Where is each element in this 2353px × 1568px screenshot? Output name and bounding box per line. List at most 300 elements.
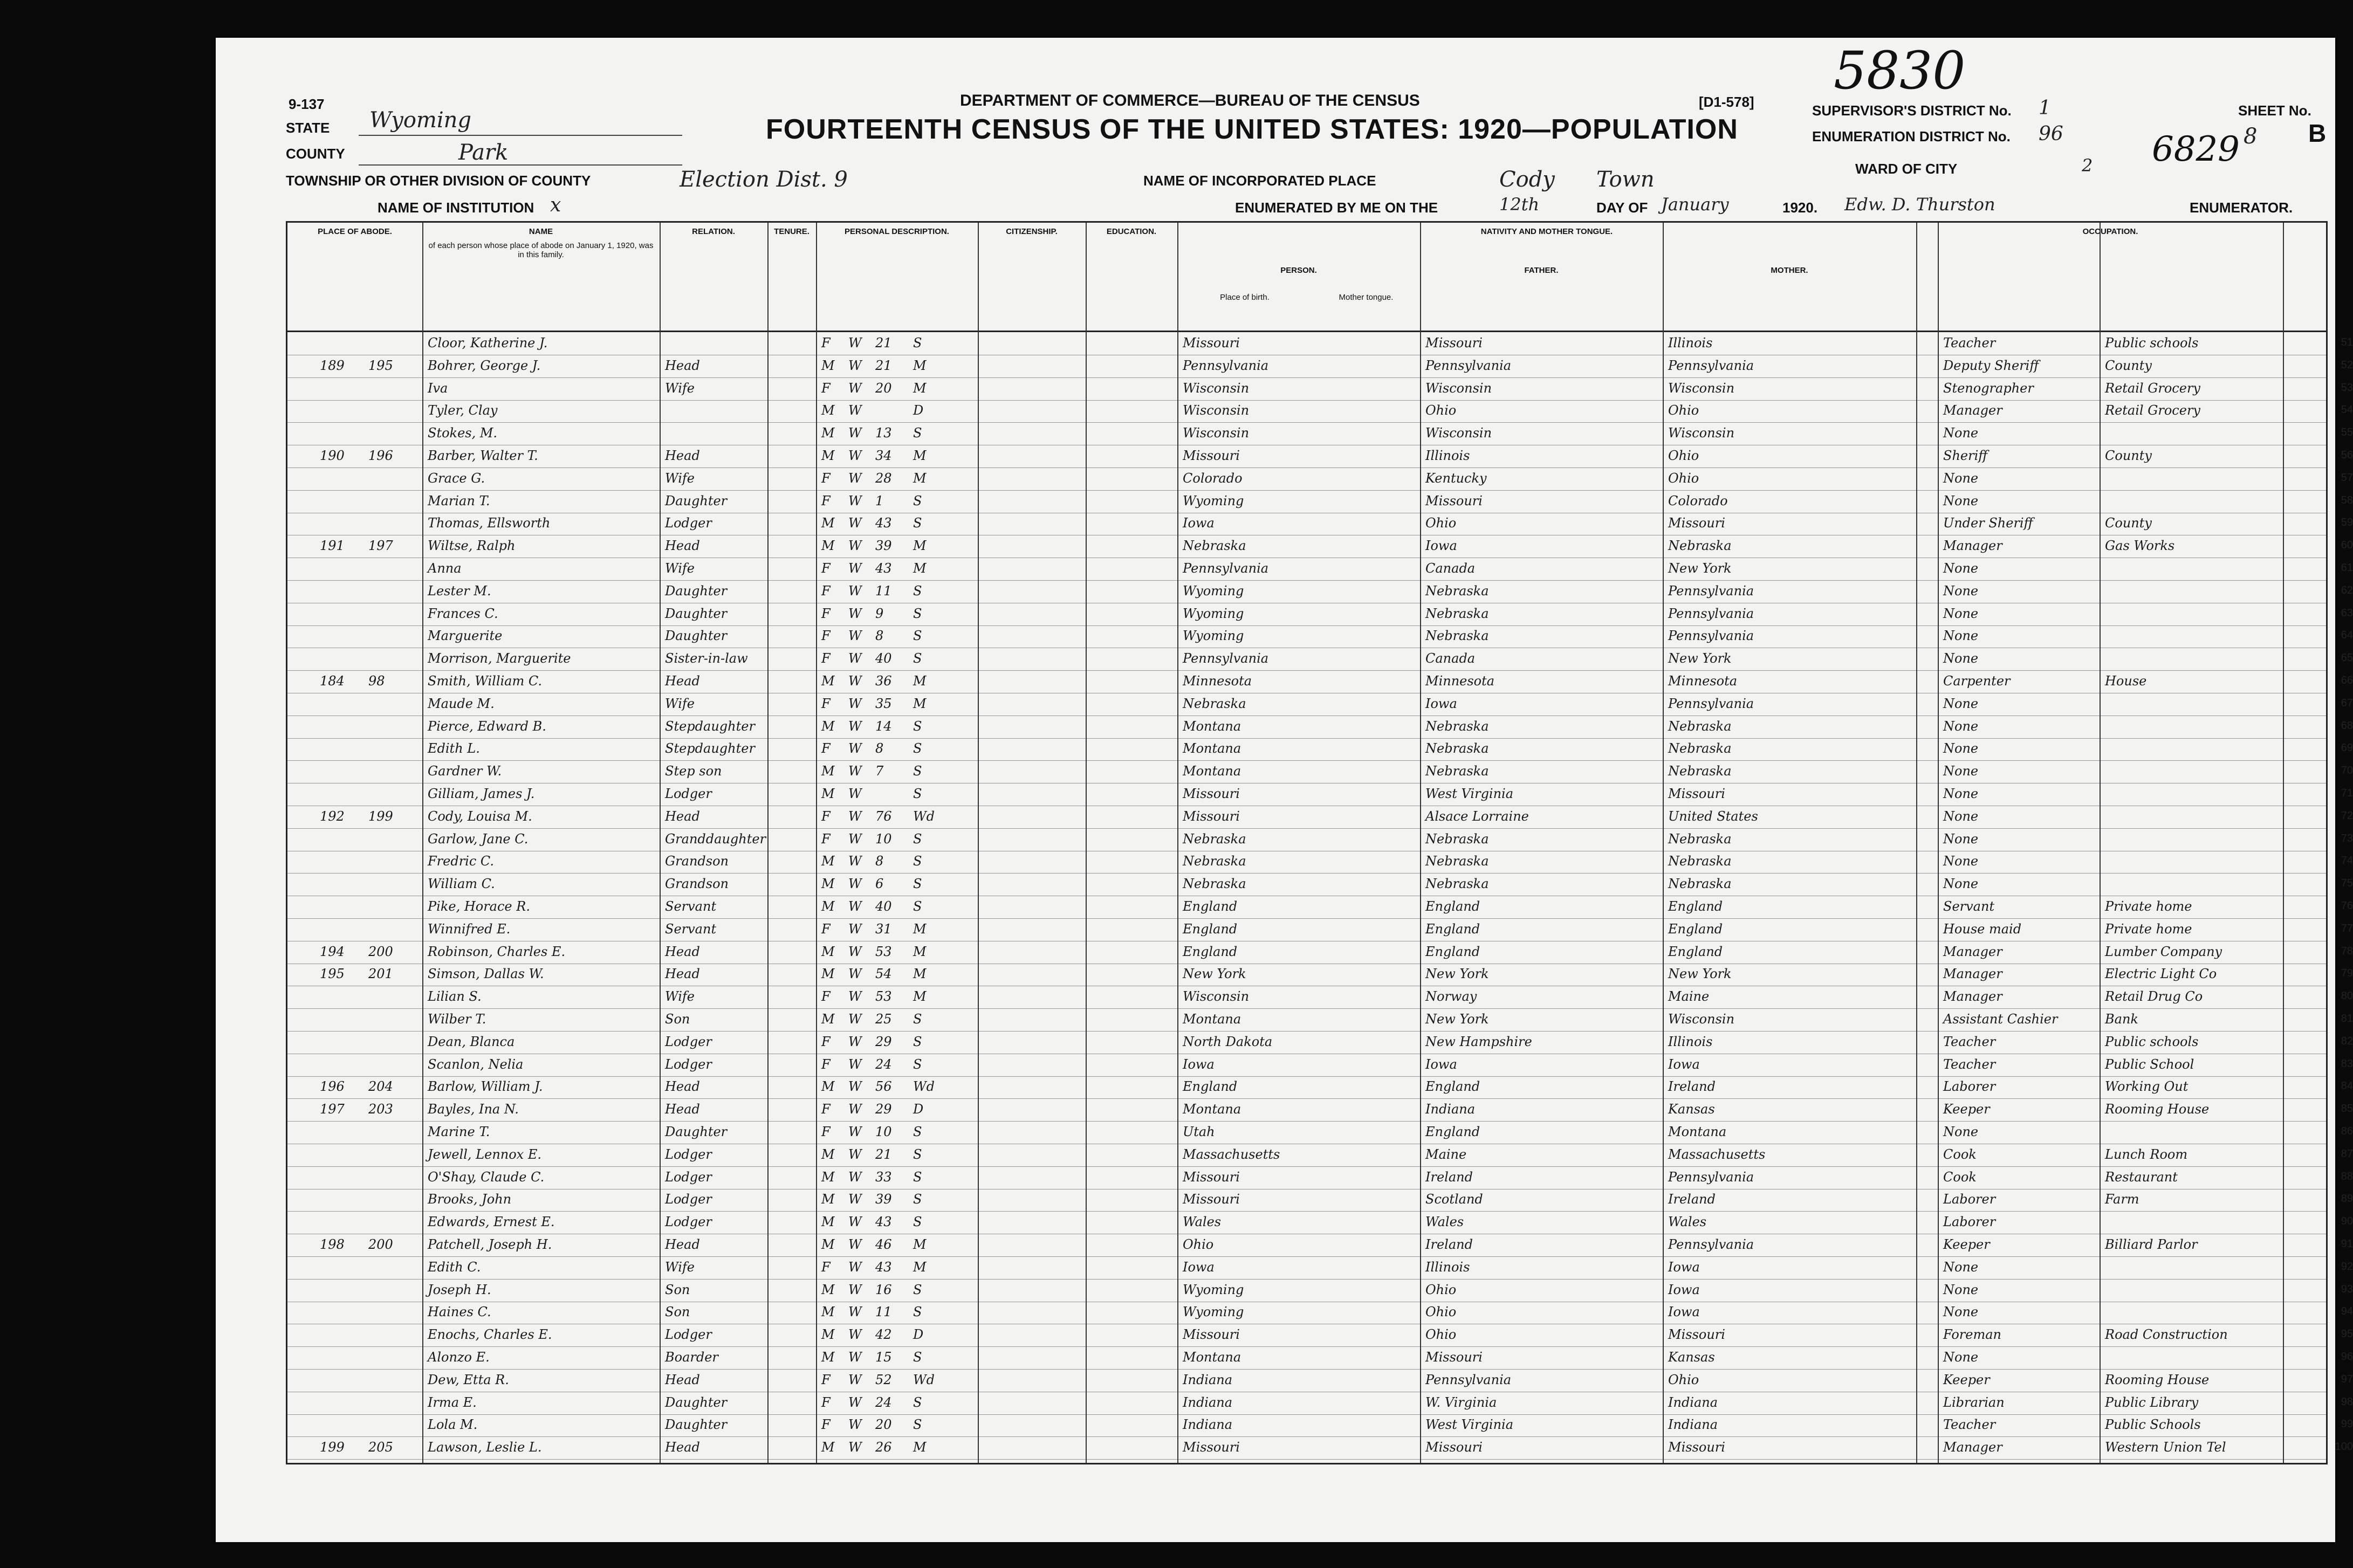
cell-name: O'Shay, Claude C. — [428, 1169, 545, 1185]
cell-ms: S — [913, 1282, 922, 1297]
table-row — [287, 446, 2353, 467]
ward-label: WARD OF CITY — [1855, 161, 1958, 177]
cell-occ: None — [1943, 1259, 1979, 1275]
line-number: 95 — [2341, 1328, 2353, 1340]
cell-rel: Lodger — [665, 1056, 712, 1072]
cell-fbirth: Nebraska — [1425, 718, 1489, 734]
line-number: 75 — [2341, 877, 2353, 890]
cell-race: W — [848, 1237, 862, 1252]
cell-mbirth: Nebraska — [1668, 876, 1732, 892]
cell-mbirth: England — [1668, 921, 1723, 937]
cell-occ: Teacher — [1943, 1417, 1996, 1433]
cell-rel: Wife — [665, 380, 695, 396]
cell-ms: S — [913, 1056, 922, 1072]
cell-name: Edith L. — [428, 741, 480, 757]
divider — [1086, 223, 1087, 1463]
cell-age: 43 — [875, 515, 892, 531]
cell-birth: Wyoming — [1183, 583, 1244, 599]
cell-mbirth: Nebraska — [1668, 718, 1732, 734]
cell-fbirth: Iowa — [1425, 696, 1457, 711]
cell-mbirth: Kansas — [1668, 1350, 1715, 1365]
cell-occ: Teacher — [1943, 335, 1996, 350]
cell-fbirth: Wisconsin — [1425, 380, 1492, 396]
cell-mbirth: England — [1668, 944, 1723, 959]
cell-rel: Head — [665, 673, 700, 689]
table-row — [287, 581, 2353, 603]
cell-rel: Stepdaughter — [665, 718, 755, 734]
cell-race: W — [848, 673, 862, 689]
cell-name: Fredric C. — [428, 854, 495, 869]
cell-name: Edwards, Ernest E. — [428, 1214, 555, 1230]
cell-occ: Foreman — [1943, 1327, 2001, 1343]
cell-dw: 194 — [320, 944, 345, 959]
cell-rel: Son — [665, 1012, 690, 1027]
cell-ind: Retail Grocery — [2105, 380, 2200, 396]
cell-fbirth: England — [1425, 899, 1480, 914]
cell-age: 8 — [875, 628, 884, 644]
cell-race: W — [848, 876, 862, 892]
line-number: 94 — [2341, 1305, 2353, 1318]
cell-mbirth: Nebraska — [1668, 538, 1732, 554]
cell-birth: Wisconsin — [1183, 380, 1250, 396]
cell-dw: 190 — [320, 448, 345, 463]
cell-ms: S — [913, 493, 922, 508]
cell-fbirth: Nebraska — [1425, 764, 1489, 779]
cell-birth: Utah — [1183, 1124, 1215, 1139]
col-place-of-abode: PLACE OF ABODE. — [318, 227, 392, 236]
divider — [660, 223, 661, 1463]
cell-ind: Farm — [2105, 1192, 2139, 1207]
cell-ind: House — [2105, 673, 2147, 689]
cell-ms: S — [913, 831, 922, 847]
cell-age: 11 — [875, 1304, 892, 1320]
cell-name: Lester M. — [428, 583, 491, 599]
cell-race: W — [848, 335, 862, 350]
line-number: 91 — [2341, 1238, 2353, 1250]
cell-age: 15 — [875, 1350, 892, 1365]
cell-name: Simson, Dallas W. — [428, 966, 544, 982]
cell-ms: D — [913, 403, 924, 418]
cell-age: 21 — [875, 357, 892, 373]
cell-dw: 199 — [320, 1440, 345, 1455]
cell-birth: Wyoming — [1183, 628, 1244, 644]
cell-fam: 203 — [368, 1102, 393, 1117]
table-row — [287, 1235, 2353, 1256]
cell-rel: Lodger — [665, 786, 712, 801]
cell-name: Smith, William C. — [428, 673, 543, 689]
cell-ms: M — [913, 380, 927, 396]
stamp-number-top: 5830 — [1834, 40, 1966, 101]
cell-fbirth: Kentucky — [1425, 470, 1487, 486]
cell-sex: F — [821, 335, 831, 350]
cell-mbirth: Pennsylvania — [1668, 696, 1754, 711]
line-number: 52 — [2341, 359, 2353, 371]
line-number: 88 — [2341, 1170, 2353, 1182]
institution-label: NAME OF INSTITUTION — [378, 200, 534, 216]
cell-sex: F — [821, 628, 831, 644]
cell-sex: F — [821, 1372, 831, 1387]
cell-mbirth: Illinois — [1668, 335, 1713, 350]
cell-race: W — [848, 470, 862, 486]
cell-ind: Public schools — [2105, 1034, 2199, 1049]
cell-dw: 184 — [320, 673, 345, 689]
divider — [1420, 223, 1421, 1463]
cell-birth: Montana — [1183, 741, 1241, 757]
enumerated-label: ENUMERATED BY ME ON THE — [1235, 200, 1438, 216]
cell-mbirth: Missouri — [1668, 1440, 1725, 1455]
cell-race: W — [848, 628, 862, 644]
cell-occ: Manager — [1943, 403, 2002, 418]
cell-fbirth: Iowa — [1425, 538, 1457, 554]
table-row — [287, 1438, 2353, 1459]
cell-fbirth: Pennsylvania — [1425, 1372, 1512, 1387]
cell-ms: S — [913, 786, 922, 801]
divider — [767, 223, 769, 1463]
cell-sex: F — [821, 808, 831, 824]
cell-name: Enochs, Charles E. — [428, 1327, 552, 1343]
cell-sex: F — [821, 831, 831, 847]
cell-rel: Granddaughter — [665, 831, 766, 847]
cell-ms: M — [913, 1259, 927, 1275]
cell-race: W — [848, 944, 862, 959]
cell-birth: Wyoming — [1183, 1282, 1244, 1297]
line-number: 76 — [2341, 900, 2353, 912]
cell-race: W — [848, 1282, 862, 1297]
cell-race: W — [848, 448, 862, 463]
table-row — [287, 739, 2353, 760]
cell-name: Garlow, Jane C. — [428, 831, 529, 847]
cell-age: 8 — [875, 741, 884, 757]
table-row — [287, 694, 2353, 716]
cell-ms: S — [913, 741, 922, 757]
divider — [2283, 223, 2284, 1463]
cell-mbirth: Ireland — [1668, 1079, 1716, 1095]
line-number: 53 — [2341, 381, 2353, 394]
cell-ms: S — [913, 425, 922, 441]
cell-age: 54 — [875, 966, 892, 982]
line-number: 74 — [2341, 855, 2353, 867]
table-row — [287, 964, 2353, 986]
cell-age: 11 — [875, 583, 892, 599]
cell-ind: County — [2105, 515, 2152, 531]
cell-age: 35 — [875, 696, 892, 711]
cell-mbirth: Indiana — [1668, 1394, 1718, 1410]
line-number: 66 — [2341, 675, 2353, 686]
cell-fbirth: Nebraska — [1425, 831, 1489, 847]
cell-race: W — [848, 583, 862, 599]
cell-occ: Teacher — [1943, 1056, 1996, 1072]
cell-name: Grace G. — [428, 470, 485, 486]
cell-ind: Public Library — [2105, 1394, 2199, 1410]
cell-fbirth: England — [1425, 944, 1480, 959]
cell-occ: Servant — [1943, 899, 1995, 914]
cell-name: Dew, Etta R. — [428, 1372, 509, 1387]
ward-value: 2 — [2082, 155, 2093, 176]
cell-ind: Retail Grocery — [2105, 403, 2200, 418]
cell-sex: M — [821, 966, 835, 982]
line-number: 51 — [2341, 336, 2353, 348]
cell-race: W — [848, 1079, 862, 1095]
cell-mbirth: Pennsylvania — [1668, 606, 1754, 621]
cell-rel: Wife — [665, 989, 695, 1005]
line-number: 86 — [2341, 1125, 2353, 1137]
cell-fbirth: Ohio — [1425, 403, 1457, 418]
table-row — [287, 1032, 2353, 1054]
cell-fbirth: Nebraska — [1425, 741, 1489, 757]
line-number: 62 — [2341, 584, 2353, 596]
cell-occ: Manager — [1943, 944, 2002, 959]
cell-name: Joseph H. — [428, 1282, 491, 1297]
cell-fam: 204 — [368, 1079, 393, 1095]
cell-birth: Colorado — [1183, 470, 1243, 486]
institution-value: x — [550, 194, 561, 216]
cell-birth: Montana — [1183, 764, 1241, 779]
cell-mbirth: Wisconsin — [1668, 1012, 1735, 1027]
cell-ms: S — [913, 1214, 922, 1230]
cell-sex: F — [821, 1394, 831, 1410]
cell-race: W — [848, 493, 862, 508]
cell-name: Haines C. — [428, 1304, 491, 1320]
cell-birth: Nebraska — [1183, 538, 1246, 554]
cell-mbirth: Minnesota — [1668, 673, 1738, 689]
supervisor-value: 1 — [2039, 97, 2051, 119]
cell-sex: M — [821, 876, 835, 892]
cell-race: W — [848, 606, 862, 621]
cell-birth: Montana — [1183, 1012, 1241, 1027]
cell-occ: Manager — [1943, 538, 2002, 554]
divider — [1177, 223, 1178, 1463]
line-number: 60 — [2341, 539, 2353, 552]
cell-name: Irma E. — [428, 1394, 477, 1410]
cell-birth: Indiana — [1183, 1394, 1233, 1410]
cell-mbirth: Ohio — [1668, 403, 1699, 418]
cell-sex: M — [821, 1214, 835, 1230]
cell-race: W — [848, 403, 862, 418]
cell-mbirth: United States — [1668, 808, 1758, 824]
cell-fbirth: Wisconsin — [1425, 425, 1492, 441]
cell-fam: 199 — [368, 808, 393, 824]
cell-fbirth: Wales — [1425, 1214, 1464, 1230]
cell-occ: None — [1943, 854, 1979, 869]
cell-fbirth: New York — [1425, 966, 1489, 982]
cell-fbirth: Pennsylvania — [1425, 357, 1512, 373]
cell-race: W — [848, 357, 862, 373]
cell-occ: Librarian — [1943, 1394, 2005, 1410]
table-row — [287, 1077, 2353, 1098]
cell-ms: M — [913, 357, 927, 373]
cell-birth: Wisconsin — [1183, 425, 1250, 441]
cell-age: 43 — [875, 1259, 892, 1275]
table-row — [287, 333, 2353, 355]
cell-race: W — [848, 380, 862, 396]
cell-fam: 195 — [368, 357, 393, 373]
divider — [422, 223, 423, 1463]
cell-birth: Pennsylvania — [1183, 357, 1269, 373]
table-row — [287, 649, 2353, 670]
cell-name: Cody, Louisa M. — [428, 808, 532, 824]
cell-fbirth: West Virginia — [1425, 1417, 1514, 1433]
cell-age: 39 — [875, 1192, 892, 1207]
cell-ms: M — [913, 966, 927, 982]
cell-fbirth: West Virginia — [1425, 786, 1514, 801]
enumerated-day: 12th — [1499, 194, 1540, 215]
cell-mbirth: New York — [1668, 966, 1732, 982]
cell-mbirth: Pennsylvania — [1668, 1169, 1754, 1185]
col-education: EDUCATION. — [1106, 227, 1157, 236]
cell-race: W — [848, 1214, 862, 1230]
table-row — [287, 987, 2353, 1008]
cell-ind: Western Union Tel — [2105, 1440, 2226, 1455]
cell-rel: Lodger — [665, 1034, 712, 1049]
col-mother: MOTHER. — [1771, 266, 1808, 275]
row-rule — [287, 1459, 2326, 1460]
cell-birth: Iowa — [1183, 1056, 1215, 1072]
col-name: NAME — [529, 227, 553, 236]
cell-birth: England — [1183, 944, 1238, 959]
table-row — [287, 1099, 2353, 1121]
cell-ms: S — [913, 1169, 922, 1185]
cell-fam: 197 — [368, 538, 393, 554]
cell-age: 56 — [875, 1079, 892, 1095]
cell-age: 43 — [875, 1214, 892, 1230]
cell-dw: 198 — [320, 1237, 345, 1252]
cell-sex: M — [821, 515, 835, 531]
cell-ms: S — [913, 628, 922, 644]
cell-rel: Daughter — [665, 1417, 728, 1433]
cell-sex: M — [821, 1237, 835, 1252]
table-row — [287, 604, 2353, 625]
cell-rel: Head — [665, 448, 700, 463]
cell-ms: M — [913, 538, 927, 554]
cell-occ: None — [1943, 470, 1979, 486]
table-row — [287, 784, 2353, 806]
cell-mbirth: Missouri — [1668, 786, 1725, 801]
cell-fbirth: Nebraska — [1425, 583, 1489, 599]
cell-race: W — [848, 718, 862, 734]
cell-ms: M — [913, 561, 927, 576]
cell-birth: Wales — [1183, 1214, 1222, 1230]
table-row — [287, 423, 2353, 445]
cell-mbirth: Indiana — [1668, 1417, 1718, 1433]
table-row — [287, 536, 2353, 558]
census-sheet — [216, 38, 2353, 1542]
cell-birth: England — [1183, 899, 1238, 914]
cell-occ: Cook — [1943, 1169, 1977, 1185]
table-row — [287, 469, 2353, 490]
cell-age: 7 — [875, 764, 884, 779]
cell-rel: Grandson — [665, 876, 729, 892]
cell-sex: M — [821, 854, 835, 869]
year-value: 1920. — [1782, 200, 1818, 216]
cell-sex: F — [821, 380, 831, 396]
cell-name: Maude M. — [428, 696, 495, 711]
cell-ms: M — [913, 470, 927, 486]
cell-birth: Indiana — [1183, 1372, 1233, 1387]
cell-rel: Servant — [665, 899, 717, 914]
cell-ms: S — [913, 876, 922, 892]
cell-birth: Pennsylvania — [1183, 651, 1269, 666]
cell-name: Marine T. — [428, 1124, 490, 1139]
cell-ind: Billiard Parlor — [2105, 1237, 2198, 1252]
cell-fbirth: Missouri — [1425, 493, 1483, 508]
cell-mbirth: Ohio — [1668, 470, 1699, 486]
cell-occ: Manager — [1943, 989, 2002, 1005]
cell-birth: North Dakota — [1183, 1034, 1273, 1049]
state-line — [359, 135, 682, 136]
cell-ind: Restaurant — [2105, 1169, 2178, 1185]
cell-sex: F — [821, 561, 831, 576]
cell-fbirth: Illinois — [1425, 1259, 1470, 1275]
cell-name: Anna — [428, 561, 462, 576]
cell-race: W — [848, 899, 862, 914]
cell-age: 21 — [875, 1146, 892, 1162]
line-number: 97 — [2341, 1373, 2353, 1385]
cell-name: Scanlon, Nelia — [428, 1056, 524, 1072]
line-number: 85 — [2341, 1103, 2353, 1115]
cell-birth: Iowa — [1183, 515, 1215, 531]
cell-mbirth: England — [1668, 899, 1723, 914]
cell-mbirth: New York — [1668, 651, 1732, 666]
col-relation: RELATION. — [692, 227, 735, 236]
cell-sex: M — [821, 1282, 835, 1297]
cell-birth: England — [1183, 1079, 1238, 1095]
cell-mbirth: Nebraska — [1668, 741, 1732, 757]
cell-occ: None — [1943, 1282, 1979, 1297]
cell-age: 33 — [875, 1169, 892, 1185]
cell-sex: M — [821, 1192, 835, 1207]
cell-birth: Montana — [1183, 1102, 1241, 1117]
cell-race: W — [848, 831, 862, 847]
place-type: Town — [1596, 167, 1655, 192]
table-row — [287, 1280, 2353, 1302]
day-of-label: DAY OF — [1596, 200, 1648, 216]
table-row — [287, 379, 2353, 400]
enumerator-name: Edw. D. Thurston — [1844, 194, 1995, 215]
cell-birth: Montana — [1183, 718, 1241, 734]
cell-sex: M — [821, 1012, 835, 1027]
cell-age: 20 — [875, 380, 892, 396]
cell-occ: None — [1943, 651, 1979, 666]
cell-race: W — [848, 854, 862, 869]
cell-race: W — [848, 1394, 862, 1410]
cell-mbirth: Wales — [1668, 1214, 1707, 1230]
cell-race: W — [848, 1372, 862, 1387]
line-number: 98 — [2341, 1395, 2353, 1408]
cell-ms: S — [913, 854, 922, 869]
cell-rel: Head — [665, 1372, 700, 1387]
county-line — [359, 164, 682, 166]
cell-sex: F — [821, 651, 831, 666]
cell-rel: Wife — [665, 561, 695, 576]
line-number: 99 — [2341, 1418, 2353, 1431]
township-label: TOWNSHIP OR OTHER DIVISION OF COUNTY — [286, 173, 591, 189]
cell-name: Winnifred E. — [428, 921, 511, 937]
cell-name: Lola M. — [428, 1417, 478, 1433]
table-row — [287, 829, 2353, 851]
cell-age: 24 — [875, 1056, 892, 1072]
cell-dw: 191 — [320, 538, 345, 554]
cell-mbirth: Colorado — [1668, 493, 1728, 508]
cell-fam: 201 — [368, 966, 393, 982]
cell-sex: F — [821, 741, 831, 757]
cell-name: Pierce, Edward B. — [428, 718, 546, 734]
cell-dw: 197 — [320, 1102, 345, 1117]
cell-sex: F — [821, 1259, 831, 1275]
cell-sex: M — [821, 1079, 835, 1095]
cell-rel: Lodger — [665, 1146, 712, 1162]
cell-race: W — [848, 1124, 862, 1139]
cell-occ: None — [1943, 786, 1979, 801]
